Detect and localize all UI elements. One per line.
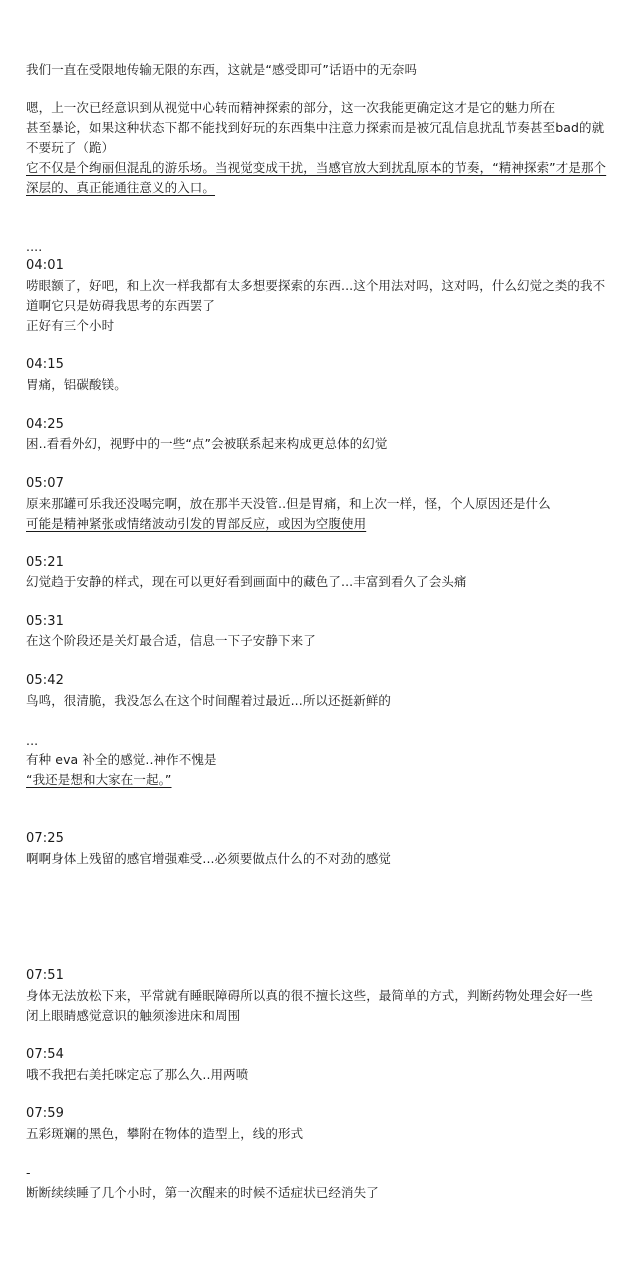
entry-text: 身体无法放松下来，平常就有睡眠障碍所以真的很不擅长这些，最简单的方式，判断药物处理会好一些 [26, 988, 594, 1003]
entry-text: 有种 eva 补全的感觉..神作不愧是 [26, 752, 217, 767]
entry-text: 啊啊身体上残留的感官增强难受...必须要做点什么的不对劲的感觉 [26, 851, 392, 866]
entry-text: 五彩斑斓的黑色，攀附在物体的造型上，线的形式 [26, 1126, 304, 1141]
entry-text: 正好有三个小时 [26, 318, 115, 333]
reflection-line: 嗯，上一次已经意识到从视觉中心转而精神探索的部分，这一次我能更确定这才是它的魅力所在 [26, 100, 556, 115]
timestamp: 04:01 [26, 258, 64, 273]
entry-text: 胃痛，铝碳酸镁。 [26, 377, 127, 392]
underlined-quote: “我还是想和大家在一起。” [26, 772, 172, 787]
timestamp: 05:42 [26, 673, 64, 688]
intro-line: 我们一直在受限地传输无限的东西，这就是“感受即可”话语中的无奈吗 [26, 62, 418, 77]
entry-text: 在这个阶段还是关灯最合适，信息一下子安静下来了 [26, 633, 316, 648]
entry-text: 唠眼额了，好吧，和上次一样我都有太多想要探索的东西...这个用法对吗，这对吗，什么幻觉之类的我不 [26, 278, 606, 293]
reflection-line: 甚至暴论，如果这种状态下都不能找到好玩的东西集中注意力探索而是被冗乱信息扰乱节奏甚至bad的就 [26, 120, 605, 135]
ellipsis-divider: .... [26, 239, 43, 254]
timestamp: 07:25 [26, 831, 64, 846]
dash-divider: - [26, 1165, 31, 1180]
timestamp: 07:54 [26, 1047, 64, 1062]
underlined-note: 可能是精神紧张或情绪波动引发的胃部反应，或因为空腹使用 [26, 516, 367, 531]
entry-text: 道啊它只是妨碍我思考的东西罢了 [26, 298, 216, 313]
entry-text: 原来那罐可乐我还没喝完啊，放在那半天没管..但是胃痛，和上次一样，怪，个人原因还是什么 [26, 496, 551, 511]
timestamp: 07:51 [26, 968, 64, 983]
timestamp: 07:59 [26, 1106, 64, 1121]
entry-text: 哦不我把右美托咪定忘了那么久..用两喷 [26, 1067, 249, 1082]
timestamp: 04:15 [26, 357, 64, 372]
entry-text: 断断续续睡了几个小时，第一次醒来的时候不适症状已经消失了 [26, 1185, 379, 1200]
timestamp: 05:31 [26, 614, 64, 629]
ellipsis-divider: ... [26, 733, 39, 748]
underlined-quote: 深层的、真正能通往意义的入口。 [26, 180, 216, 195]
timestamp: 05:07 [26, 476, 64, 491]
entry-text: 困..看看外幻，视野中的一些“点”会被联系起来构成更总体的幻觉 [26, 436, 388, 451]
underlined-quote: 它不仅是个绚丽但混乱的游乐场。当视觉变成干扰，当感官放大到扰乱原本的节奏，“精神探索”才是那个 [26, 160, 607, 175]
reflection-line: 不要玩了（跪） [26, 140, 115, 155]
timestamp: 05:21 [26, 555, 64, 570]
entry-text: 幻觉趋于安静的样式，现在可以更好看到画面中的藏色了...丰富到看久了会头痛 [26, 574, 467, 589]
timestamp: 04:25 [26, 417, 64, 432]
entry-text: 鸟鸣，很清脆，我没怎么在这个时间醒着过最近...所以还挺新鲜的 [26, 693, 392, 708]
entry-text: 闭上眼睛感觉意识的触须渗进床和周围 [26, 1008, 241, 1023]
